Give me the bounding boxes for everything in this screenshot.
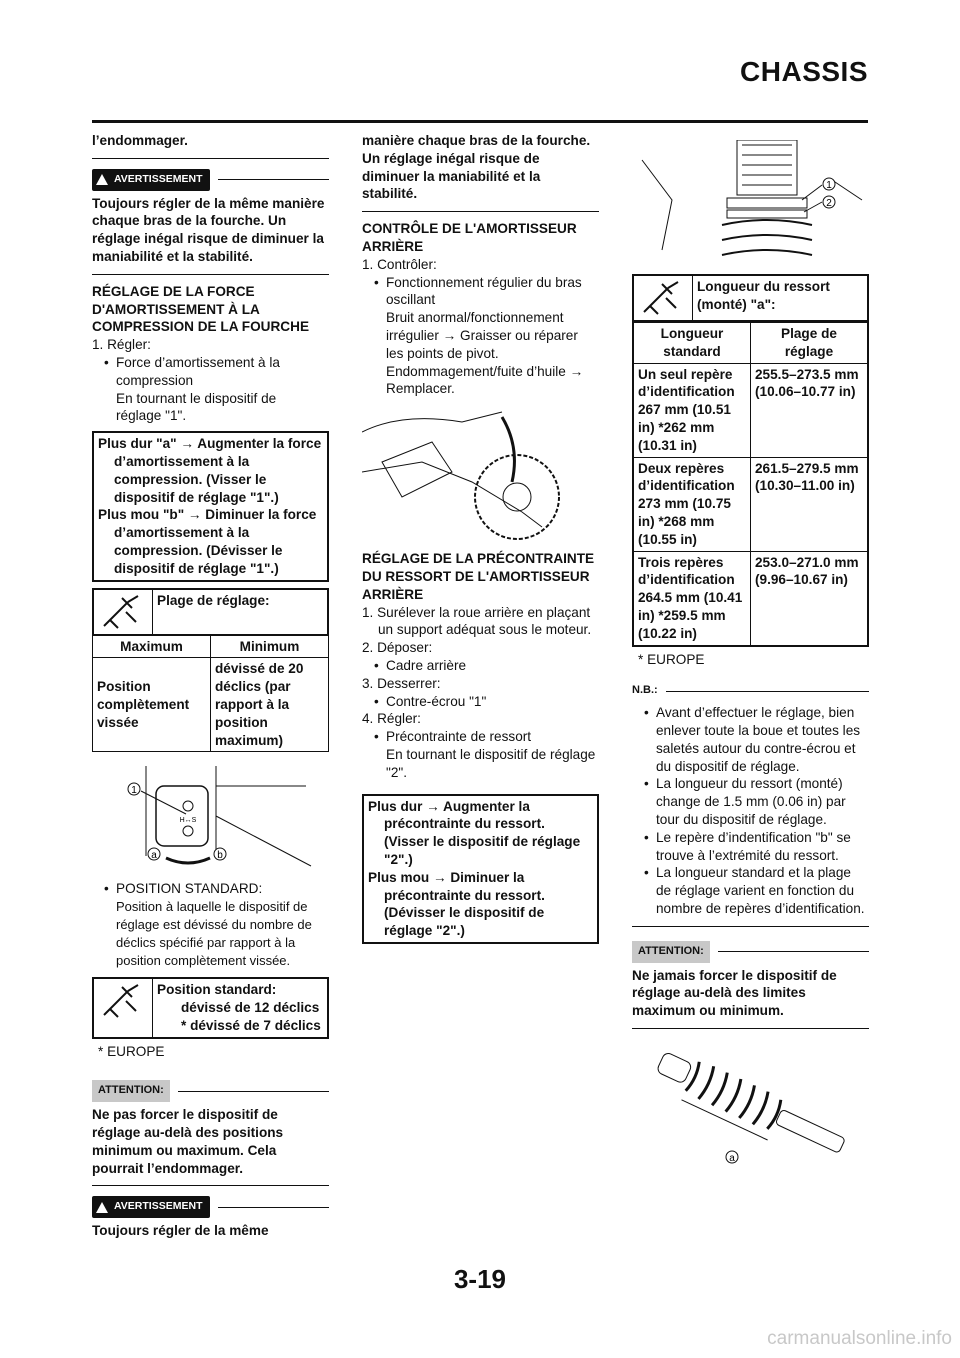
box-line: Plus dur → Augmenter la précontrainte du ressort. (Visser le dispositif de réglage "2".) [368,798,581,867]
continued-text: l’endommager. [92,133,188,148]
warning-badge: AVERTISSEMENT [92,1196,210,1218]
table-row [633,457,868,551]
box-line: Plus mou "b" → Diminuer la force d’amortissement à la compression. (Dévisser le dispositif de réglage "1".) [98,507,317,576]
divider [632,1028,869,1029]
tool-cell [93,978,153,1037]
callout-2: 2 [826,198,832,209]
fork-adjuster-figure [96,756,326,876]
sub-text: En tournant le dispositif de réglage "2". [386,746,596,780]
std-title: Position standard: [157,982,277,998]
warning-badge: AVERTISSEMENT [92,169,210,191]
nb-header [632,682,869,700]
sub-text: Bruit anormal/fonctionnement irrégulier → Graisser ou réparer les points de pivot. [386,310,578,361]
nb-label: N.B.: [632,684,658,697]
row2-std: Deux repères d’identification 273 mm (10.75 in) *268 mm (10.55 in) [633,457,751,551]
attention-text: Ne jamais forcer le dispositif de réglage au-delà des limites maximum ou minimum. [632,967,837,1019]
std-value-2: * dévissé de 7 déclics [181,1017,321,1033]
callout-1: 1 [826,180,832,191]
step: 1. Surélever la roue arrière en plaçant un support adéquat sous le moteur. [362,604,592,638]
warning-icon [96,174,108,185]
callout-a: a [729,1152,735,1164]
adjust-box [92,431,329,581]
divider [632,926,869,927]
europe-note: * EUROPE [98,1043,165,1059]
wrench-icon [98,592,148,632]
europe-note: * EUROPE [638,651,705,667]
step: 3. Desserrer: [362,675,441,691]
wrench-icon [98,981,148,1021]
bullet: • Force d’amortissement à la compression [92,354,329,390]
spring-title: Longueur du ressort (monté) "a": [693,275,869,321]
header-std: Longueur standard [633,322,751,363]
sub-text: Endommagement/fuite d’huile → Remplacer. [386,363,584,397]
range-values-table [92,635,329,753]
tool-cell [93,589,153,635]
section-title: CHASSIS [740,56,868,87]
warning-header [92,169,329,191]
hs-label: H↔S [179,817,196,825]
sub-text: En tournant le dispositif de [116,390,277,406]
divider [92,158,329,159]
row3-std: Trois repères d’identification 264.5 mm (10.41 in) *259.5 mm (10.22 in) [633,551,751,645]
step: 1. Régler: [92,337,151,353]
divider [362,211,599,212]
section-heading: CONTRÔLE DE L'AMORTISSEUR ARRIÈRE [362,221,577,254]
adjust-box [362,794,599,944]
column-middle [362,132,599,950]
row1-std: Un seul repère d’identification 267 mm (10.51 in) *262 mm (10.31 in) [633,363,751,457]
attention-header [92,1080,329,1102]
wrench-icon [638,278,688,318]
max-value: Position complètement vissée [93,658,211,752]
divider [92,274,329,275]
step: 1. Contrôler: [362,256,437,272]
bullet: • Fonctionnement régulier du bras oscillant [362,274,599,310]
bullet: • Cadre arrière [362,657,599,675]
warning-text: Toujours régler de la même [92,1223,269,1239]
warning-text: Toujours régler de la même manière chaque bras de la fourche. Un réglage inégal risque de diminuer la maniabilité et la stabilité. [92,195,325,264]
callout-a: a [150,850,157,862]
table-row [633,363,868,457]
step: 2. Déposer: [362,640,433,656]
attention-header [632,941,869,963]
column-right [632,132,869,1171]
bullet: • Contre-écrou "1" [362,693,599,711]
title-rule [92,120,868,123]
spring-values-table [632,321,869,647]
section-heading: RÉGLAGE DE LA PRÉCONTRAINTE DU RESSORT DE L'AMORTISSEUR ARRIÈRE [362,551,595,602]
bullet: • La longueur du ressort (monté) change de 1.5 mm (0.06 in) par tour du dispositif de réglage. [632,775,869,828]
row2-range: 261.5–279.5 mm (10.30–11.00 in) [751,457,869,551]
std-value-1: dévissé de 12 déclics [181,1000,320,1016]
swingarm-figure [362,402,599,542]
box-line: Plus mou → Diminuer la précontrainte du ressort. (Dévisser le dispositif de réglage "2".) [368,869,545,939]
tool-cell [633,275,693,321]
column-left [92,132,329,1240]
callout-1: 1 [130,785,137,797]
bullet: • Précontrainte de ressort [362,728,599,746]
shock-preload-figure [632,140,869,270]
spring-length-table [632,274,869,322]
step: 4. Régler: [362,711,421,727]
attention-text: Ne pas forcer le dispositif de réglage au-delà des positions minimum ou maximum. Cela pourrait l’endommager. [92,1107,284,1176]
table-row [633,551,868,645]
range-label: Plage de réglage: [153,589,329,635]
row1-range: 255.5–273.5 mm (10.06–10.77 in) [751,363,869,457]
range-table [92,588,329,636]
continued-text: manière chaque bras de la fourche. Un réglage inégal risque de diminuer la maniabilité et la stabilité. [362,133,591,202]
std-table [92,977,329,1038]
min-value: dévissé de 20 déclics (par rapport à la position maximum) [211,658,329,752]
header-range: Plage de réglage [751,322,869,363]
shock-length-figure [632,1037,869,1167]
attention-badge: ATTENTION: [632,941,710,963]
std-desc: Position à laquelle le dispositif de réglage est dévissé du nombre de déclics spécifié par rapport à la position complètement vissée. [116,899,312,968]
warning-icon [96,1202,108,1213]
max-header: Maximum [93,635,211,658]
watermark: carmanualsonline.info [767,1328,952,1349]
row3-range: 253.0–271.0 mm (9.96–10.67 in) [751,551,869,645]
attention-badge: ATTENTION: [92,1080,170,1102]
section-heading: RÉGLAGE DE LA FORCE D'AMORTISSEMENT À LA COMPRESSION DE LA FOURCHE [92,283,310,335]
divider [92,1185,329,1186]
box-line: Plus dur "a" → Augmenter la force d’amortissement à la compression. (Visser le dispositif de réglage "1".) [98,436,322,505]
bullet: • La longueur standard et la plage de réglage varient en fonction du nombre de repères d’identification. [632,864,869,917]
page-number: 3-19 [453,1264,507,1294]
bullet: • Avant d’effectuer le réglage, bien enlever toute la boue et toutes les saletés autour du contre-écrou et du dispositif de réglage. [632,704,869,775]
warning-header [92,1196,329,1218]
bullet: • Le repère d’indentification "b" se trouve à l’extrémité du ressort. [632,829,869,865]
callout-b: b [216,850,223,862]
std-values [153,978,329,1037]
bullet: • POSITION STANDARD: [92,880,329,898]
min-header: Minimum [211,635,329,658]
sub-text: réglage "1". [116,408,187,424]
